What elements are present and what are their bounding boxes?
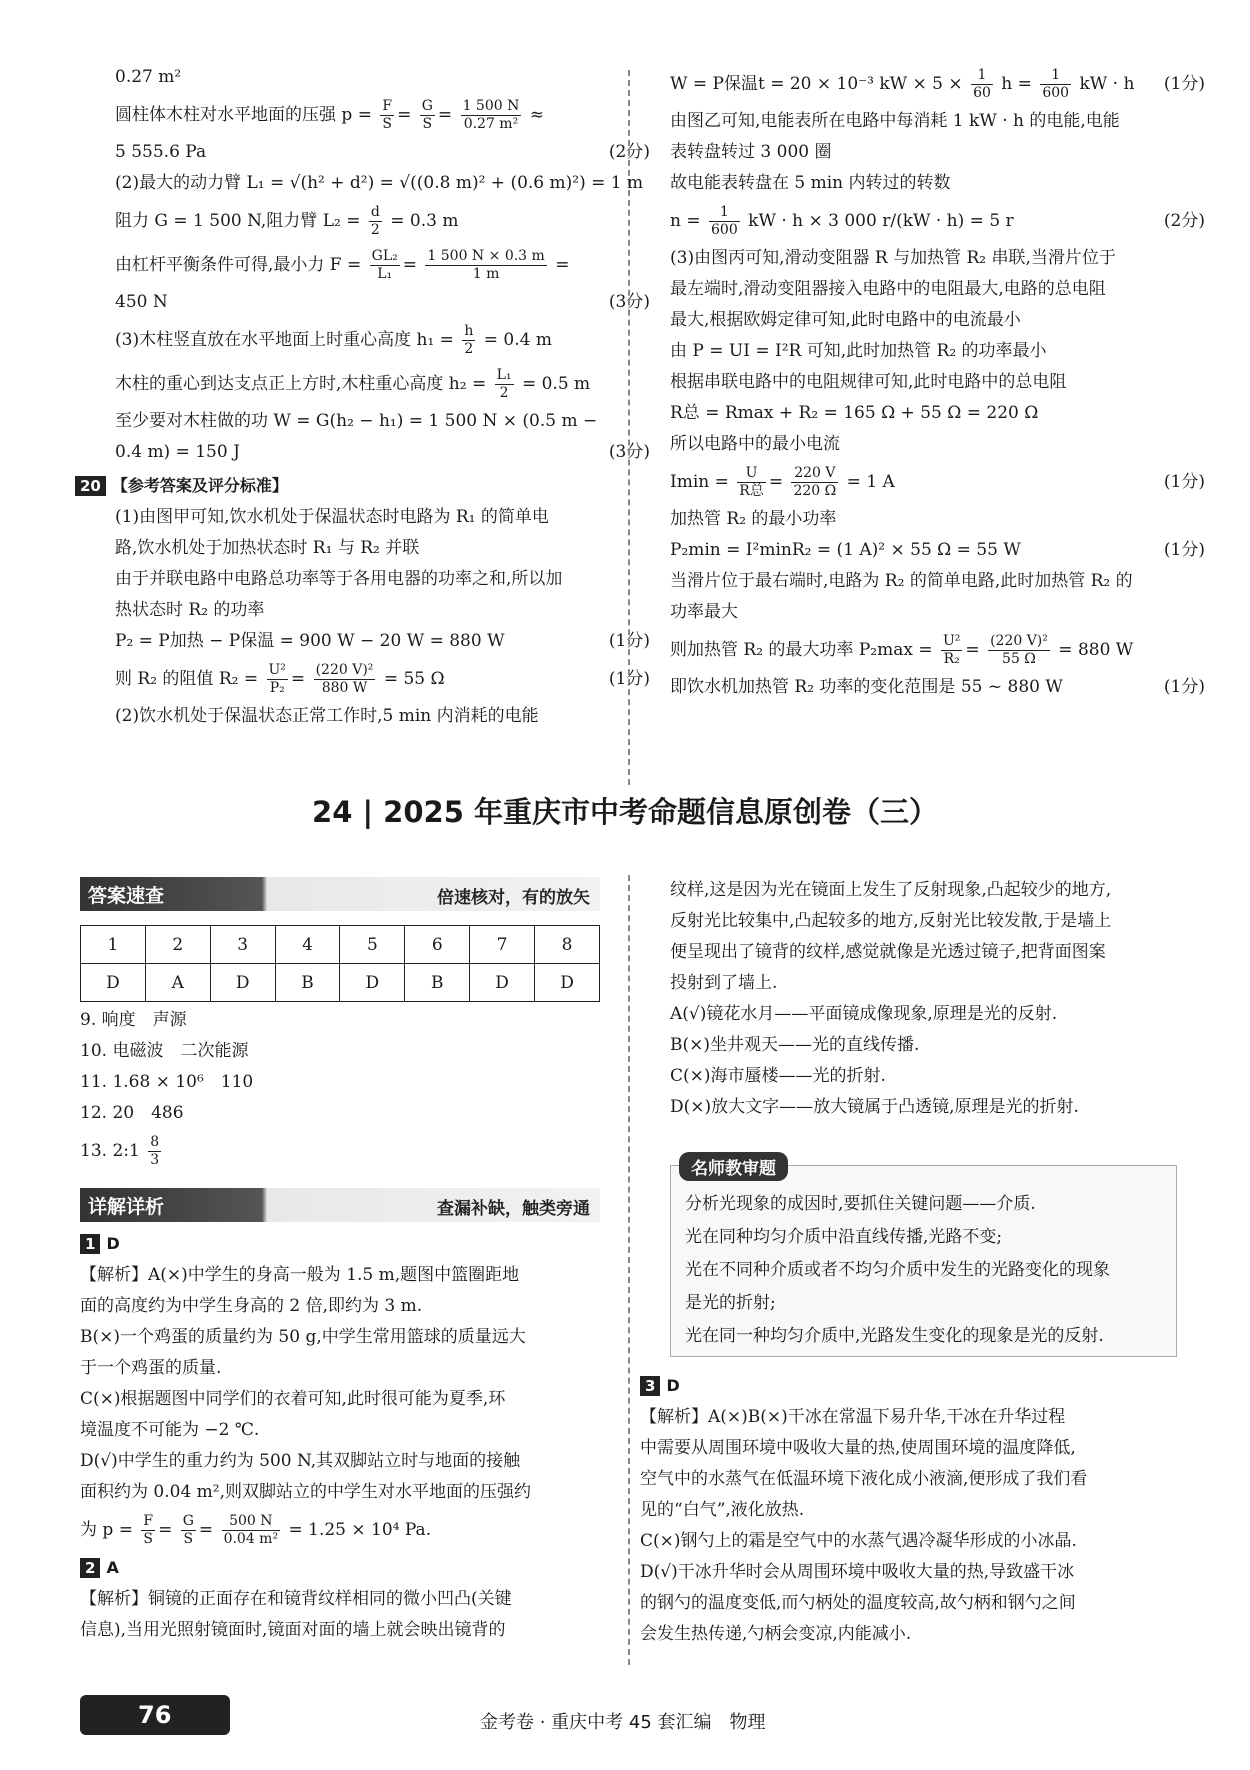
detail-bar [80,1188,600,1222]
text-line: 见的“白气”,液化放热. [640,1500,805,1520]
text-line: C(×)海市蜃楼——光的折射. [670,1066,886,1086]
text-line: (2)饮水机处于保温状态正常工作时,5 min 内消耗的电能 [115,706,539,726]
answer-table [80,925,600,1002]
question-20-header: 20 【参考答案及评分标准】 [75,470,650,502]
right-column-mid [670,875,1205,1123]
text-line: 空气中的水蒸气在低温环境下液化成小液滴,便形成了我们看 [640,1469,1088,1489]
text-line: 的钢勺的温度变低,而勺柄处的温度较高,故勺柄和钢勺之间 [640,1593,1076,1613]
text-line: 加热管 R₂ 的最小功率 [670,509,837,529]
text-line: (3)木柱竖直放在水平地面上时重心高度 h₁ = $\frac{h}{2}$ = 0.4 m [115,323,552,357]
table-cell: B [405,964,470,1002]
text-line: 境温度不可能为 −2 ℃. [80,1420,260,1440]
table-cell: 5 [340,926,405,964]
text-line: 功率最大 [670,602,738,622]
text-line: 光在同种均匀介质中沿直线传播,光路不变; [685,1227,1003,1247]
text-line: 10. 电磁波 二次能源 [80,1041,249,1061]
table-cell: D [470,964,535,1002]
text-line: D(√)干冰升华时会从周围环境中吸收大量的热,导致盛干冰 [640,1562,1075,1582]
footer-text: 金考卷 · 重庆中考 45 套汇编 物理 [480,1712,766,1733]
text-line: A(√)镜花水月——平面镜成像现象,原理是光的反射. [670,1004,1058,1024]
question-1-header: 1 D [80,1228,620,1260]
text-line: 便呈现出了镜背的纹样,感觉就像是光透过镜子,把背面图案 [670,942,1106,962]
text-line: (2)最大的动力臂 L₁ = √(h² + d²) = √((0.8 m)² + (0.6 m)²) = 1 m [115,173,644,193]
text-line: 由 P = UI = I²R 可知,此时加热管 R₂ 的功率最小 [670,341,1047,361]
section-title: 24 | 2025 年重庆市中考命题信息原创卷（三） [312,795,938,829]
text-line: 至少要对木柱做的功 W = G(h₂ − h₁) = 1 500 N × (0.5 m − [115,411,598,431]
column-divider-lower [628,875,630,1665]
text-line: 由图乙可知,电能表所在电路中每消耗 1 kW · h 的电能,电能 [670,111,1120,131]
left-column-answers [80,1228,620,1646]
right-column-lower [640,1370,1175,1650]
text-line: 12. 20 486 [80,1103,184,1123]
text-line: 纹样,这是因为光在镜面上发生了反射现象,凸起较少的地方, [670,880,1112,900]
text-line: 即饮水机加热管 R₂ 功率的变化范围是 55 ~ 880 W (1分) [670,677,1205,697]
text-line: (1)由图甲可知,饮水机处于保温状态时电路为 R₁ 的简单电 [115,507,549,527]
text-line: 热状态时 R₂ 的功率 [115,600,265,620]
text-line: 450 N (3分) [115,292,650,312]
text-line: C(×)根据题图中同学们的衣着可知,此时很可能为夏季,环 [80,1389,506,1409]
text-line: 阻力 G = 1 500 N,阻力臂 L₂ = $\frac{d}{2}$ = 0.3 m [115,204,459,238]
table-cell: D [535,964,600,1002]
text-line: 13. 2:1 $\frac{8}{3}$ [80,1134,160,1168]
text-line: 木柱的重心到达支点正上方时,木柱重心高度 h₂ = $\frac{\text{L₁}}{2}$ = 0.5 m [115,367,591,401]
text-line: 为 p = $\frac{F}{S}$ = $\frac{G}{S}$ = $\frac{500 N}{\text{0.04 m²}}$ = 1.25 × 10⁴ Pa. [80,1513,432,1547]
text-line: 所以电路中的最小电流 [670,434,840,454]
table-cell: 8 [535,926,600,964]
text-line: 5 555.6 Pa (2分) [115,142,650,162]
text-line: 9. 响度 声源 [80,1010,187,1030]
text-line: 11. 1.68 × 10⁶ 110 [80,1072,254,1092]
text-line: W = P保温t = 20 × 10⁻³ kW × 5 × $\frac{1}{60}$ h = $\frac{1}{600}$ kW · h (1分) [670,67,1205,101]
text-line: 路,饮水机处于加热状态时 R₁ 与 R₂ 并联 [115,538,420,558]
table-row [81,964,600,1002]
text-line: 则加热管 R₂ 的最大功率 P₂max = $\frac{\text{U²}}{\text{R₂}}$ = $\frac{\text{(220 V)²}}{55 \Omega}$ = 880 W [670,633,1134,667]
text-line: 【解析】铜镜的正面存在和镜背纹样相同的微小凹凸(关键 [80,1589,512,1609]
text-line: 反射光比较集中,凸起较多的地方,反射光比较发散,于是墙上 [670,911,1112,931]
table-cell: B [275,964,340,1002]
text-line: 【解析】A(×)中学生的身高一般为 1.5 m,题图中篮圈距地 [80,1265,520,1285]
text-line: 面的高度约为中学生身高的 2 倍,即约为 3 m. [80,1296,423,1316]
table-cell: D [210,964,275,1002]
text-line: C(×)钢勺上的霜是空气中的水蒸气遇冷凝华形成的小冰晶. [640,1531,1077,1551]
pressure-equation: 圆柱体木柱对水平地面的压强 p = $\frac{F}{S}$ = $\frac{G}{S}$ = $\frac{1 500 N}{\text{0.27 m²}}$ ≈ [115,98,544,132]
text-line: 由于并联电路中电路总功率等于各用电器的功率之和,所以加 [115,569,563,589]
text-line: 投射到了墙上. [670,973,778,993]
teacher-tip-title: 名师教审题 [679,1152,788,1181]
text-line: B(×)一个鸡蛋的质量约为 50 g,中学生常用篮球的质量远大 [80,1327,526,1347]
text-line: 0.27 m² [115,67,182,87]
text-line: 最左端时,滑动变阻器接入电路中的电阻最大,电路的总电阻 [670,279,1106,299]
text-line: 光在同一种均匀介质中,光路发生变化的现象是光的反射. [685,1326,1104,1346]
table-cell: D [340,964,405,1002]
text-line: 分析光现象的成因时,要抓住关键问题——介质. [685,1194,1036,1214]
text-line: D(√)中学生的重力约为 500 N,其双脚站立时与地面的接触 [80,1451,521,1471]
text-line: D(×)放大文字——放大镜属于凸透镜,原理是光的折射. [670,1097,1079,1117]
detail-slogan: 查漏补缺，触类旁通 [437,1199,590,1219]
table-cell: D [81,964,146,1002]
quick-answer-bar [80,877,600,911]
text-line: P₂ = P加热 − P保温 = 900 W − 20 W = 880 W (1分) [115,631,650,651]
text-line: Imin = $\frac{U}{\text{R总}}$ = $\frac{220 V}{220 \Omega}$ = 1 A (1分) [670,465,1205,499]
text-line: 0.4 m) = 150 J (3分) [115,442,650,462]
detail-label: 详解详析 [88,1196,165,1218]
question-number: 20 [75,476,106,496]
text-line: 信息),当用光照射镜面时,镜面对面的墙上就会映出镜背的 [80,1620,506,1640]
left-column-top [80,62,650,732]
text-line: R总 = Rmax + R₂ = 165 Ω + 55 Ω = 220 Ω [670,403,1039,423]
text-line: (3)由图丙可知,滑动变阻器 R 与加热管 R₂ 串联,当滑片位于 [670,248,1116,268]
question-2-header: 2 A [80,1552,620,1584]
table-cell: 1 [81,926,146,964]
table-cell: 3 [210,926,275,964]
text-line: 当滑片位于最右端时,电路为 R₂ 的简单电路,此时加热管 R₂ 的 [670,571,1133,591]
text-line: 【解析】A(×)B(×)干冰在常温下易升华,干冰在升华过程 [640,1407,1066,1427]
text-line: 是光的折射; [685,1293,776,1313]
table-cell: 6 [405,926,470,964]
right-column-top [670,62,1205,703]
text-line: 故电能表转盘在 5 min 内转过的转数 [670,173,951,193]
text-line: 由杠杆平衡条件可得,最小力 F = $\frac{\text{GL₂}}{\text{L₁}}$ = $\frac{1 500 N \times 0.3 m}{1 m}$ = [115,248,570,282]
text-line: 面积约为 0.04 m²,则双脚站立的中学生对水平地面的压强约 [80,1482,531,1502]
table-cell: 2 [145,926,210,964]
question-3-header: 3 D [640,1370,1175,1402]
page-number-badge: 76 [80,1695,230,1735]
left-column-lower [80,1005,620,1173]
text-line: 表转盘转过 3 000 圈 [670,142,832,162]
table-row [81,926,600,964]
text-line: 光在不同种介质或者不均匀介质中发生的光路变化的现象 [685,1260,1110,1280]
text-line: 于一个鸡蛋的质量. [80,1358,222,1378]
table-cell: 4 [275,926,340,964]
quick-answer-label: 答案速查 [88,885,165,907]
quick-answer-slogan: 倍速核对，有的放矢 [437,888,590,908]
teacher-tip-box [670,1159,1177,1357]
text-line: n = $\frac{1}{600}$ kW · h × 3 000 r/(kW · h) = 5 r (2分) [670,204,1205,238]
text-line: 根据串联电路中的电阻规律可知,此时电路中的总电阻 [670,372,1067,392]
text-line: P₂min = I²minR₂ = (1 A)² × 55 Ω = 55 W (1分) [670,540,1205,560]
table-cell: A [145,964,210,1002]
text-line: 最大,根据欧姆定律可知,此时电路中的电流最小 [670,310,1021,330]
text-line: 则 R₂ 的阻值 R₂ = $\frac{\text{U²}}{\text{P₂}}$ = $\frac{\text{(220 V)²}}{880 W}$ = 55 Ω (1分) [115,662,650,696]
text-line: 会发生热传递,勺柄会变凉,内能减小. [640,1624,912,1644]
table-cell: 7 [470,926,535,964]
text-line: B(×)坐井观天——光的直线传播. [670,1035,920,1055]
text-line: 中需要从周围环境中吸收大量的热,使周围环境的温度降低, [640,1438,1076,1458]
